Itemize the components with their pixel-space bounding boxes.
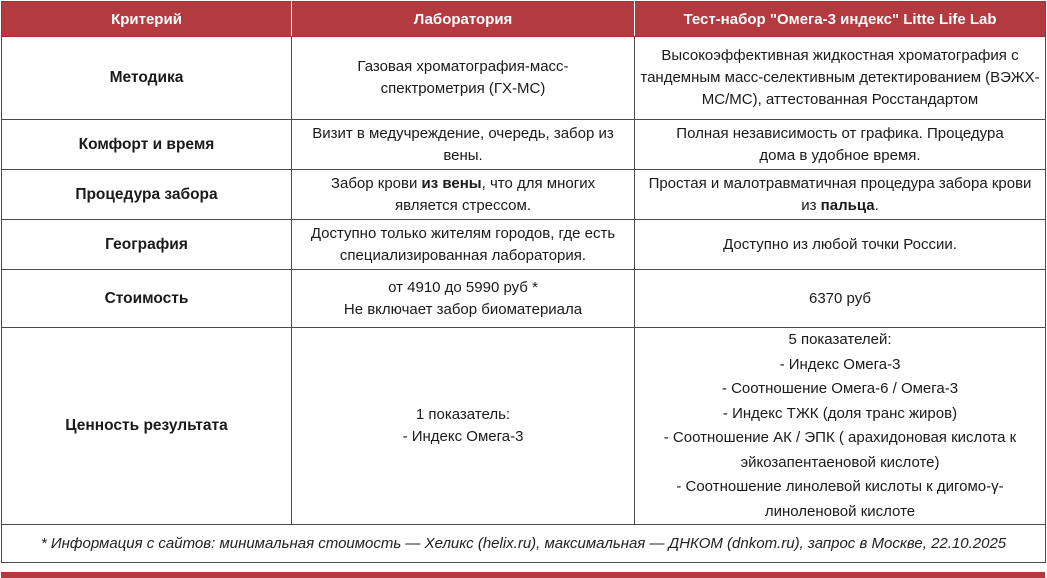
lab-comfort: Визит в медучреждение, очередь, забор из вены. (292, 120, 635, 170)
criterion-geography: География (2, 220, 292, 270)
row-cost (2, 270, 1046, 328)
row-value (2, 328, 1046, 525)
kit-value-item: - Индекс Омега-3 (779, 355, 901, 373)
comparison-table (1, 1, 1046, 563)
kit-procedure-text-2: . (874, 196, 879, 214)
lab-method: Газовая хроматография-масс-спектрометрия (ГХ-МС) (292, 37, 635, 120)
footnote-row (2, 525, 1046, 563)
kit-value-item: - Соотношение линолевой кислоты к дигомо-γ-линоленовой кислоте (676, 478, 1004, 520)
kit-procedure-text-1: Простая и малотравматичная процедура забора крови из (648, 174, 1032, 214)
criterion-procedure: Процедура забора (2, 170, 292, 220)
bottom-accent-bar (1, 572, 1045, 578)
kit-value-item: - Соотношение Омега-6 / Омега-3 (721, 380, 959, 397)
row-procedure (2, 170, 1046, 220)
header-test-kit: Тест-набор "Омега-3 индекс" Litte Life Lab (635, 2, 1046, 37)
row-method (2, 37, 1046, 120)
footnote: * Информация с сайтов: минимальная стоимость — Хеликс (helix.ru), максимальная — ДНКОМ (dnkom.ru), запрос в Москве, 22.10.2025 (2, 525, 1046, 563)
kit-procedure (635, 170, 1046, 220)
kit-value-item: - Индекс ТЖК (доля транс жиров) (722, 404, 958, 422)
lab-procedure-text-2: , что для многих является стрессом. (394, 174, 596, 214)
lab-cost-note: Не включает забор биоматериала (343, 300, 583, 318)
lab-procedure (292, 170, 635, 220)
criterion-cost: Стоимость (2, 270, 292, 328)
header-criterion: Критерий (2, 2, 292, 37)
lab-value-count: 1 показатель: (415, 406, 511, 423)
lab-cost (292, 270, 635, 328)
kit-value (635, 328, 1046, 525)
lab-value-item: - Индекс Омега-3 (402, 428, 524, 445)
kit-method: Высокоэффективная жидкостная хроматография с тандемным масс-селективным детектированием (ВЭЖХ-МС/МС), аттестованная Росстандартом (635, 37, 1046, 120)
kit-comfort: Полная независимость от графика. Процедура дома в удобное время. (635, 120, 1046, 170)
row-geography (2, 220, 1046, 270)
lab-geography: Доступно только жителям городов, где есть специализированная лаборатория. (292, 220, 635, 270)
row-comfort (2, 120, 1046, 170)
lab-procedure-bold: из вены (421, 174, 482, 192)
kit-geography: Доступно из любой точки России. (635, 220, 1046, 270)
kit-value-count: 5 показателей: (788, 331, 892, 348)
lab-cost-range: от 4910 до 5990 руб * (388, 278, 538, 296)
kit-value-item: - Соотношение АК / ЭПК ( арахидоновая кислота к эйкозапентаеновой кислоте) (663, 429, 1017, 471)
kit-cost: 6370 руб (635, 270, 1046, 328)
criterion-value: Ценность результата (2, 328, 292, 525)
lab-value (292, 328, 635, 525)
lab-procedure-text-1: Забор крови (330, 174, 422, 192)
criterion-comfort: Комфорт и время (2, 120, 292, 170)
criterion-method: Методика (2, 37, 292, 120)
header-laboratory: Лаборатория (292, 2, 635, 37)
header-row (2, 2, 1046, 37)
kit-procedure-bold: пальца (820, 196, 875, 214)
